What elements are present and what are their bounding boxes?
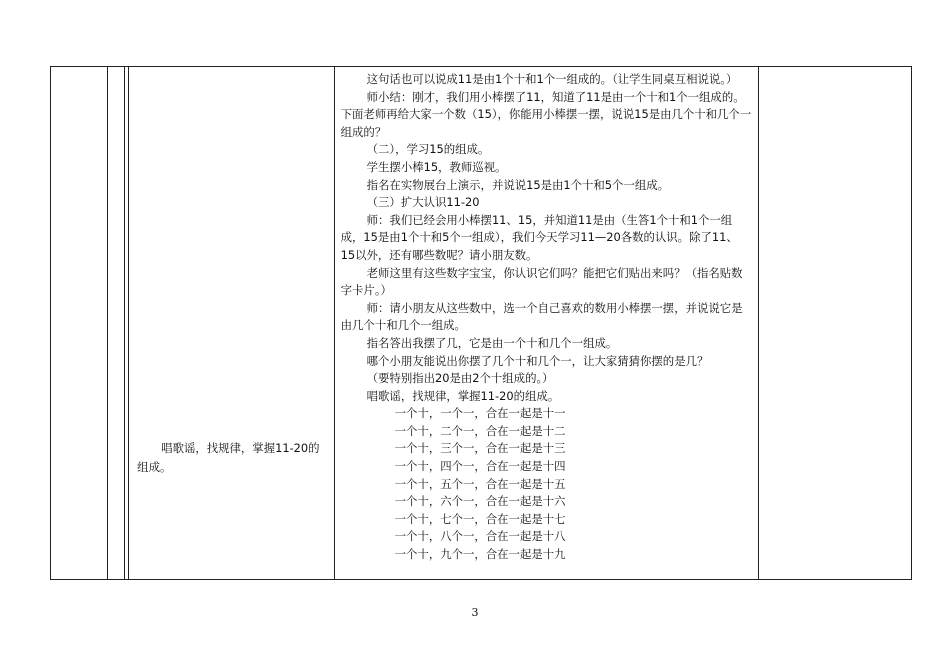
song-line: 一个十，六个一，合在一起是十六 [394,494,566,509]
song-line: 一个十，二个一，合在一起是十二 [394,423,566,438]
page-number: 3 [471,606,479,619]
paragraph: 师：我们已经会用小棒摆11、15，并知道11是由（生答1个十和1个一组成，15是由1个十和5个一组成），我们今天学习11—20各数的认识。除了11、15以外，还有哪些数呢？请小朋友数。 [340,212,738,262]
paragraph: 师小结：刚才，我们用小棒摆了11，知道了11是由一个十和1个一组成的。下面老师再给大家一个数（15），你能用小棒摆一摆，说说15是由几个十和几个一组成的？ [340,89,752,139]
column-stage [51,67,108,580]
teaching-content [335,67,758,564]
song-line: 一个十，八个一，合在一起是十八 [394,529,566,544]
paragraph: 指名答出我摆了几，它是由一个十和几个一组成。 [366,335,618,350]
goal-text: 唱歌谣，找规律，掌握11-20的组成。 [137,441,320,474]
song-line: 一个十，九个一，合在一起是十九 [394,547,566,562]
song-line: 一个十，七个一，合在一起是十七 [394,511,566,526]
paragraph: 师：请小朋友从这些数中，选一个自己喜欢的数用小棒摆一摆，并说说它是由几个十和几个一组成。 [340,300,743,333]
lesson-plan-table [50,66,912,580]
column-time [108,67,129,580]
paragraph: 老师这里有这些数字宝宝，你认识它们吗？能把它们贴出来吗？（指名贴数字卡片。） [340,265,743,298]
paragraph: 哪个小朋友能说出你摆了几个十和几个一，让大家猜猜你摆的是几？ [366,353,709,368]
paragraph: （二），学习15的组成。 [366,142,490,157]
song-line: 一个十，四个一，合在一起是十四 [394,459,566,474]
column-goal [129,67,334,580]
paragraph: （三）扩大认识11-20 [366,195,480,210]
paragraph: （要特别指出20是由2个十组成的。） [366,371,554,386]
column-notes [758,67,911,580]
inner-divider-line [124,66,125,580]
paragraph: 学生摆小棒15，教师巡视。 [366,159,507,174]
song-line: 一个十，一个一，合在一起是十一 [394,406,566,421]
song-line: 一个十，五个一，合在一起是十五 [394,476,566,491]
paragraph: 指名在实物展台上演示，并说说15是由1个十和5个一组成。 [366,177,670,192]
paragraph: 唱歌谣，找规律，掌握11-20的组成。 [366,388,560,403]
song-line: 一个十，三个一，合在一起是十三 [394,441,566,456]
table-row [51,67,912,580]
paragraph: 这句话也可以说成11是由1个十和1个一组成的。（让学生同桌互相说说。） [366,72,738,86]
column-teaching-process [334,67,758,580]
